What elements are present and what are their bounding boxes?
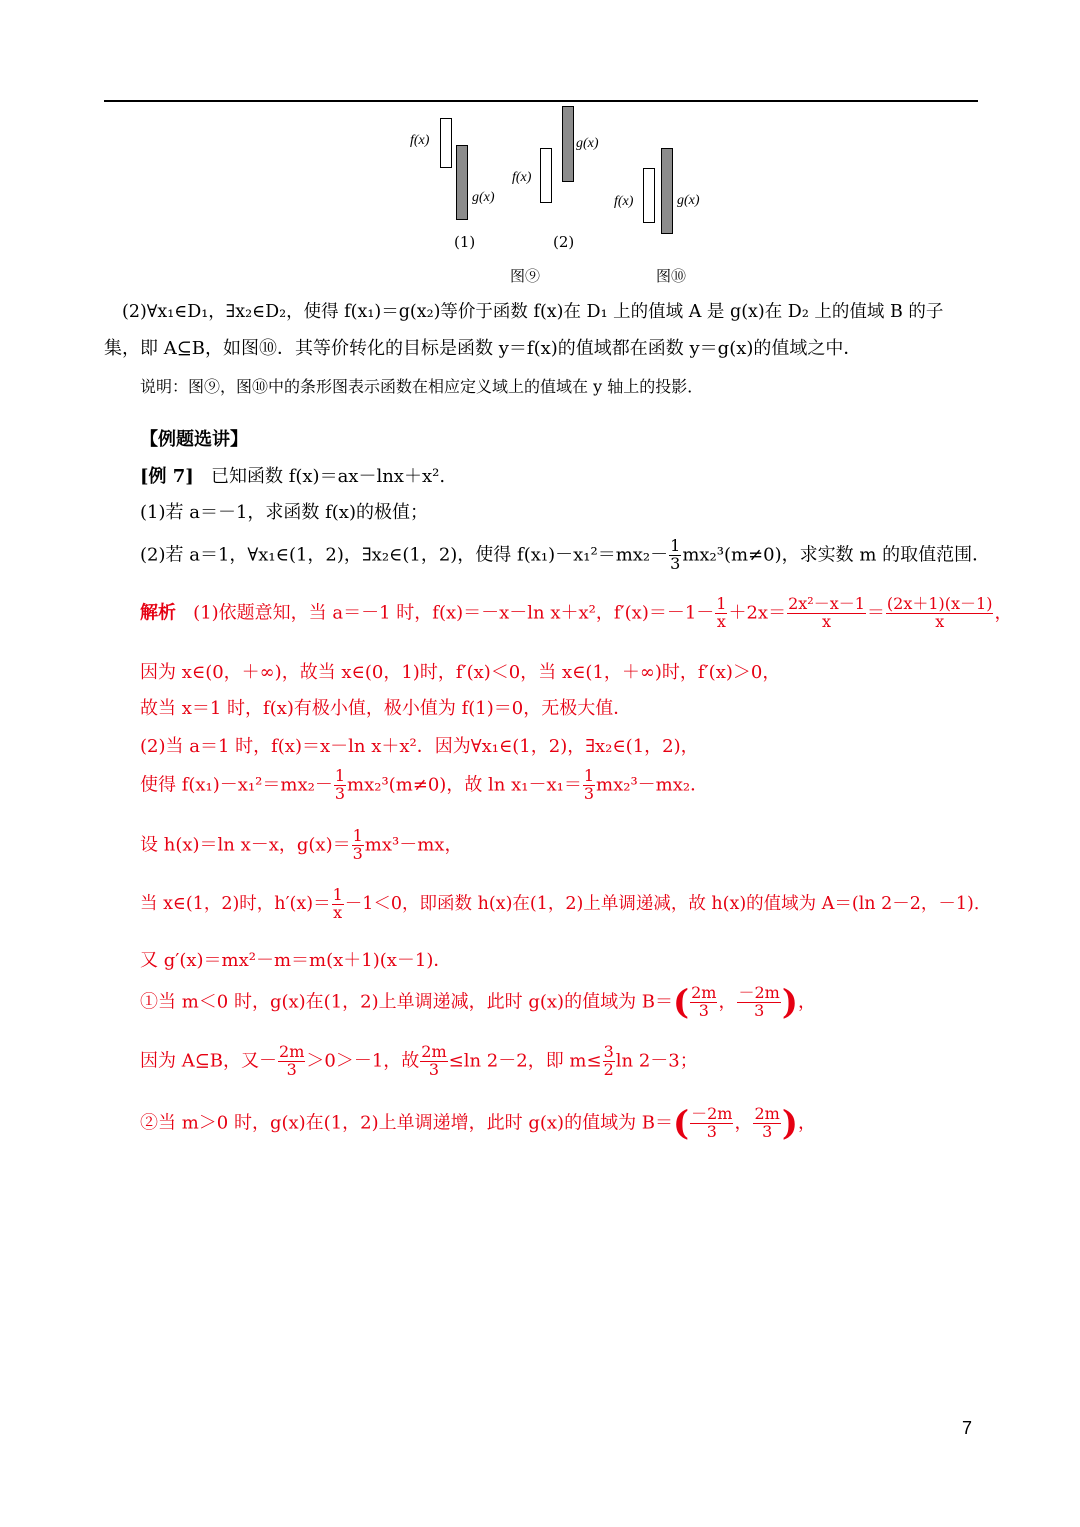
fig1-g-label: g(x) (472, 190, 495, 205)
solution-line-6 (140, 828, 462, 863)
fig1-f-label: f(x) (410, 133, 430, 148)
solution-10-b: ＞0＞－1，故 (306, 1050, 420, 1072)
fig3-g-bar (661, 148, 673, 234)
fig2-g-label: g(x) (576, 136, 599, 151)
question-2 (140, 538, 990, 573)
solution-5-a: 使得 f(x₁)－x₁²＝mx₂－ (140, 774, 333, 796)
fig3-f-label: f(x) (614, 194, 634, 209)
example-statement (140, 462, 445, 488)
solution-line-7 (140, 887, 991, 922)
fraction-neg-2m-over-3-b: $\frac{-2m}{3}$ (691, 1104, 733, 1141)
note-line: 说明：图⑨，图⑩中的条形图表示函数在相应定义域上的值域在 y 轴上的投影． (140, 377, 704, 396)
fig2-g-bar (562, 106, 574, 182)
solution-9-a: ①当 m＜0 时，g(x)在(1，2)上单调递减，此时 g(x)的值域为 B＝ (140, 991, 674, 1013)
fig-sub-2: (2) (553, 233, 575, 251)
fraction-2m-over-3-d: $\frac{2m}{3}$ (754, 1104, 780, 1141)
solution-1-d: ， (994, 602, 1013, 624)
question-2-part-b: mx₂³(m≠0)，求实数 m 的取值范围． (682, 544, 991, 566)
solution-line-2: 因为 x∈(0，＋∞)，故当 x∈(0，1)时，f′(x)＜0，当 x∈(1，＋∞)时，f′(x)＞0， (140, 662, 781, 683)
fraction-3-over-2: $\frac{3}{2}$ (603, 1042, 614, 1079)
para-line-1: (2)∀x₁∈D₁，∃x₂∈D₂，使得 f(x₁)＝g(x₂)等价于函数 f(x)在 D₁ 上的值域 A 是 g(x)在 D₂ 上的值域 B 的子 (122, 302, 944, 322)
fraction-2m-over-3: $\frac{2m}{3}$ (691, 983, 717, 1020)
solution-11-b: ， (797, 1112, 816, 1134)
solution-9-b: ， (797, 991, 816, 1013)
fig3-f-bar (643, 168, 655, 223)
fraction-derivative-1: $\frac{\text{2x²－x－1}}{x}$ (788, 594, 865, 631)
solution-1-c: ＝ (866, 602, 885, 624)
question-1: (1)若 a＝－1，求函数 f(x)的极值； (140, 502, 428, 523)
example-tag: [例 7] (140, 466, 194, 487)
fig1-g-bar (456, 145, 468, 220)
solution-line-9: ①当 m＜0 时，g(x)在(1，2)上单调递减，此时 g(x)的值域为 B＝( $\frac{2m}{3}$ ， $\frac{-2m}{3}$ )， (140, 982, 816, 1023)
fig1-f-bar (440, 118, 452, 168)
fraction-one-third-2: $\frac{1}{3}$ (334, 766, 346, 803)
solution-5-c: mx₂³－mx₂． (596, 774, 709, 796)
solution-1-b: ＋2x＝ (728, 602, 787, 624)
fraction-neg-2m-over-3: $\frac{-2m}{3}$ (738, 983, 780, 1020)
solution-line-5 (140, 768, 708, 803)
fraction-one-third-3: $\frac{1}{3}$ (583, 766, 595, 803)
solution-7-a: 当 x∈(1，2)时，h′(x)＝ (140, 893, 331, 914)
solution-line-11: ②当 m＞0 时，g(x)在(1，2)上单调递增，此时 g(x)的值域为 B＝( $\frac{-2m}{3}$ ， $\frac{2m}{3}$ )， (140, 1103, 816, 1144)
fig-sub-1: (1) (454, 233, 476, 251)
solution-10-d: ln 2－3； (615, 1050, 698, 1072)
solution-line-8: 又 g′(x)＝mx²－m＝m(x＋1)(x－1)． (140, 950, 452, 971)
section-heading: 【例题选讲】 (140, 429, 248, 450)
fraction-one-third: $\frac{1}{3}$ (670, 536, 681, 573)
fraction-1-over-x-2: $\frac{1}{x}$ (332, 885, 343, 922)
fig2-f-bar (540, 148, 552, 203)
solution-line-10 (140, 1044, 698, 1079)
fraction-2m-over-3-c: $\frac{2m}{3}$ (421, 1042, 447, 1079)
fraction-1-over-x: $\frac{1}{x}$ (716, 594, 727, 631)
solution-11-a: ②当 m＞0 时，g(x)在(1，2)上单调递增，此时 g(x)的值域为 B＝ (140, 1112, 674, 1134)
para-line-2: 集，即 A⊆B，如图⑩．其等价转化的目标是函数 y＝f(x)的值域都在函数 y＝g(x)的值域之中． (104, 338, 862, 359)
header-rule (104, 100, 978, 102)
solution-line-3: 故当 x＝1 时，f(x)有极小值，极小值为 f(1)＝0，无极大值． (140, 698, 632, 719)
fraction-one-third-4: $\frac{1}{3}$ (352, 826, 363, 863)
fraction-2m-over-3-b: $\frac{2m}{3}$ (279, 1042, 305, 1079)
solution-line-4: (2)当 a＝1 时，f(x)＝x－ln x＋x²．因为∀x₁∈(1，2)，∃x₂∈(1，2)， (140, 736, 699, 757)
solution-6-b: mx³－mx， (364, 834, 463, 856)
page-number: 7 (962, 1418, 973, 1438)
solution-6-a: 设 h(x)＝ln x－x，g(x)＝ (140, 834, 351, 856)
fig2-f-label: f(x) (512, 170, 532, 185)
question-2-part-a: (2)若 a＝1，∀x₁∈(1，2)，∃x₂∈(1，2)，使得 f(x₁)－x₁²＝mx₂－ (140, 544, 669, 566)
fig-caption-10: 图⑩ (656, 267, 687, 285)
fig-caption-9: 图⑨ (510, 267, 541, 285)
solution-tag: 解析 (140, 602, 176, 624)
solution-10-a: 因为 A⊆B，又－ (140, 1050, 278, 1072)
solution-7-b: －1＜0，即函数 h(x)在(1，2)上单调递减，故 h(x)的值域为 A＝(ln 2－2，－1)． (344, 893, 992, 914)
fig3-g-label: g(x) (677, 193, 700, 208)
solution-5-b: mx₂³(m≠0)，故 ln x₁－x₁＝ (347, 774, 582, 796)
solution-10-c: ≤ln 2－2，即 m≤ (448, 1050, 602, 1072)
example-text: 已知函数 f(x)＝ax－lnx＋x². (211, 466, 446, 487)
solution-1-a: (1)依题意知，当 a＝－1 时，f(x)＝－x－ln x＋x²，f′(x)＝－1－ (193, 602, 715, 624)
solution-line-1 (140, 596, 1012, 631)
fraction-derivative-2: $\frac{(2x+1)(x-1)}{x}$ (886, 594, 993, 631)
